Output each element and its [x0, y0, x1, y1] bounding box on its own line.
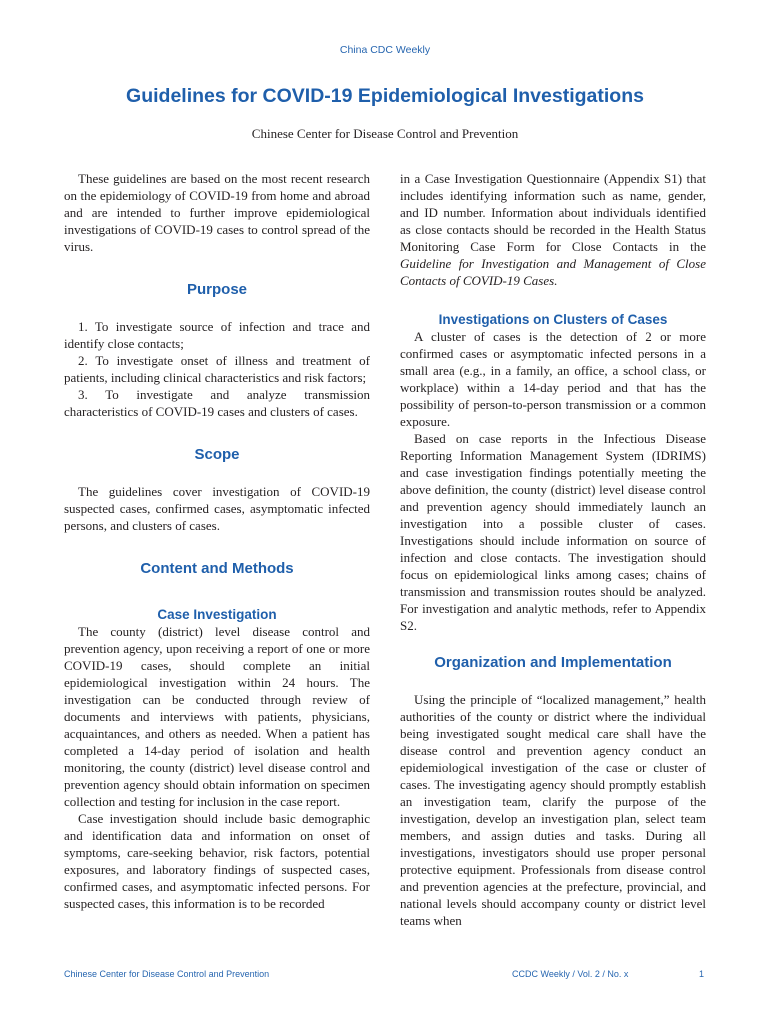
organization-heading: Organization and Implementation [434, 654, 672, 671]
content-methods-heading: Content and Methods [140, 560, 294, 577]
footer-volume: CCDC Weekly / Vol. 2 / No. x [512, 969, 629, 979]
clusters-heading: Investigations on Clusters of Cases [438, 312, 668, 327]
left-column [64, 170, 370, 912]
clusters-paragraph-1: A cluster of cases is the detection of 2 or more confirmed cases or asymptomatic infected persons in a small area (e.g., in a family, an office, a school class, or workplace) within a 14-day period and that has the possibility of person-to-person transmission or a common exposure. [400, 329, 706, 429]
author-line: Chinese Center for Disease Control and Prevention [251, 126, 519, 141]
scope-heading: Scope [194, 446, 240, 463]
case-paragraph-2: Case investigation should include basic demographic and identification data and information on onset of symptoms, care-seeking behavior, risk factors, potential exposures, and laboratory findings of suspected cases, confirmed cases, and asymptomatic infected persons. For suspected cases, this information is to be recorded [64, 811, 370, 911]
footer-organization: Chinese Center for Disease Control and Prevention [64, 969, 270, 979]
page-number: 1 [699, 969, 705, 979]
journal-name: China CDC Weekly [339, 44, 431, 56]
continued-paragraph [400, 170, 706, 289]
clusters-paragraph-2: Based on case reports in the Infectious Disease Reporting Information Management System (IDRIMS) and case investigation findings potentially meeting the above definition, the county (district) level disease control and prevention agency should immediately launch an investigation into a possible cluster of cases. Investigations should include information on source of infection and close contacts. The investigation should focus on epidemiological links among cases; chains of transmission and transmission routes should be analyzed. For investigation and analytic methods, refer to Appendix S2. [400, 431, 706, 633]
guideline-title-reference: Guideline for Investigation and Management of Close Contacts of COVID-19 Cases. [400, 256, 706, 288]
right-column [400, 170, 706, 929]
purpose-item-2: 2. To investigate onset of illness and treatment of patients, including clinical characteristics and risk factors; [64, 353, 370, 385]
purpose-heading: Purpose [186, 281, 247, 298]
organization-paragraph: Using the principle of “localized management,” health authorities of the county or district where the individual being investigated sought medical care shall have the disease control and prevention agency conduct an epidemiological investigation of the case or cluster of cases. The investigating agency should promptly establish an investigation team, clarify the purpose of the investigation, develop an investigation plan, select team members, and assign duties and tasks. During all investigations, investigators should use proper personal protective equipment. Professionals from disease control and prevention agencies at the prefecture, provincial, and national levels should accompany county or district level teams when [400, 692, 706, 928]
purpose-item-1: 1. To investigate source of infection and trace and identify close contacts; [64, 319, 370, 351]
intro-paragraph: These guidelines are based on the most recent research on the epidemiology of COVID-19 from home and abroad and are intended to further improve epidemiological investigations of COVID-19 cases to control spread of the virus. [64, 171, 370, 254]
purpose-item-3: 3. To investigate and analyze transmission characteristics of COVID-19 cases and clusters of cases. [64, 387, 370, 419]
case-paragraph-1: The county (district) level disease control and prevention agency, upon receiving a report of one or more COVID-19 cases, should complete an initial epidemiological investigation within 24 hours. The investigation can be conducted through review of documents and interviews with patients, physicians, acquaintances, and others as needed. When a patient has completed a 14-day period of isolation and health monitoring, the county (district) level disease control and prevention agency should obtain information on specimen collection and testing for inclusion in the case report. [64, 624, 370, 809]
scope-paragraph: The guidelines cover investigation of COVID-19 suspected cases, confirmed cases, asymptomatic infected persons, and clusters of cases. [64, 484, 370, 533]
page-title: Guidelines for COVID-19 Epidemiological Investigations [126, 85, 644, 107]
continued-text: in a Case Investigation Questionnaire (Appendix S1) that includes identifying information such as name, gender, and ID number. Information about individuals identified as close contacts should be recorded in the Health Status Monitoring Case Form for Close Contacts in the [400, 171, 706, 254]
purpose-list [64, 318, 370, 420]
case-investigation-heading: Case Investigation [157, 607, 277, 622]
